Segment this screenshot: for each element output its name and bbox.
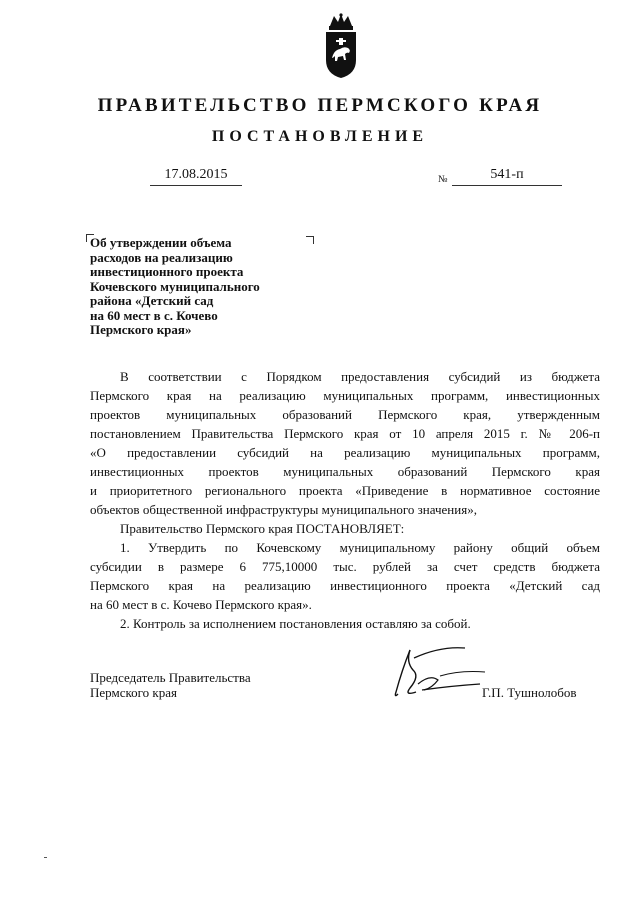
subject-line: расходов на реализацию xyxy=(90,249,233,265)
subject-line: района «Детский сад xyxy=(90,293,214,308)
body-line: на 60 мест в с. Кочево Пермского края». xyxy=(90,597,312,612)
position-line: Председатель Правительства xyxy=(90,670,251,685)
body-line: Пермского края на реализацию инвестиционного проекта «Детский сад xyxy=(90,578,600,593)
number-sign: № xyxy=(438,174,448,185)
body-line: постановлением Правительства Пермского края от 10 апреля 2015 г. № 206-п xyxy=(90,426,600,441)
subject-line: на 60 мест в с. Кочево xyxy=(90,307,218,323)
body-line: объектов общественной инфраструктуры муниципального значения», xyxy=(90,502,477,517)
subject-line: Об утверждении объема xyxy=(90,235,232,250)
document-subject xyxy=(90,236,310,338)
signatory-name: Г.П. Тушнолобов xyxy=(482,685,577,700)
signatory-position xyxy=(90,670,251,700)
scan-mark xyxy=(44,857,47,858)
handwritten-signature xyxy=(380,640,490,702)
document-number: 541-п xyxy=(452,167,562,186)
body-line: 1. Утвердить по Кочевскому муниципальному району общий объем xyxy=(120,540,600,555)
body-line: Пермского края на реализацию муниципальных программ, инвестиционных xyxy=(90,388,600,403)
subject-line: инвестиционного проекта xyxy=(90,264,244,279)
subject-line: Пермского края» xyxy=(90,322,192,337)
body-line: субсидии в размере 6 775,10000 тыс. рублей за счет средств бюджета xyxy=(90,559,600,574)
document-body xyxy=(90,367,600,633)
organization-title: ПРАВИТЕЛЬСТВО ПЕРМСКОГО КРАЯ xyxy=(97,95,543,116)
coat-of-arms-icon xyxy=(322,12,360,80)
body-line: «О предоставлении субсидий на реализацию муниципальных программ, xyxy=(90,445,600,460)
body-line: 2. Контроль за исполнением постановления оставляю за собой. xyxy=(120,616,471,631)
body-line: В соответствии с Порядком предоставления субсидий из бюджета xyxy=(120,369,600,384)
document-date: 17.08.2015 xyxy=(150,167,242,186)
position-line: Пермского края xyxy=(90,685,177,700)
body-line: проектов муниципальных образований Пермского края, утвержденным xyxy=(90,407,600,422)
resolution-line: Правительство Пермского края ПОСТАНОВЛЯЕТ: xyxy=(120,521,405,536)
subject-line: Кочевского муниципального xyxy=(90,278,260,294)
document-type: ПОСТАНОВЛЕНИЕ xyxy=(211,128,429,145)
body-line: и приоритетного регионального проекта «Приведение в нормативное состояние xyxy=(90,483,600,498)
body-line: инвестиционных проектов муниципальных образований Пермского края xyxy=(90,464,600,479)
